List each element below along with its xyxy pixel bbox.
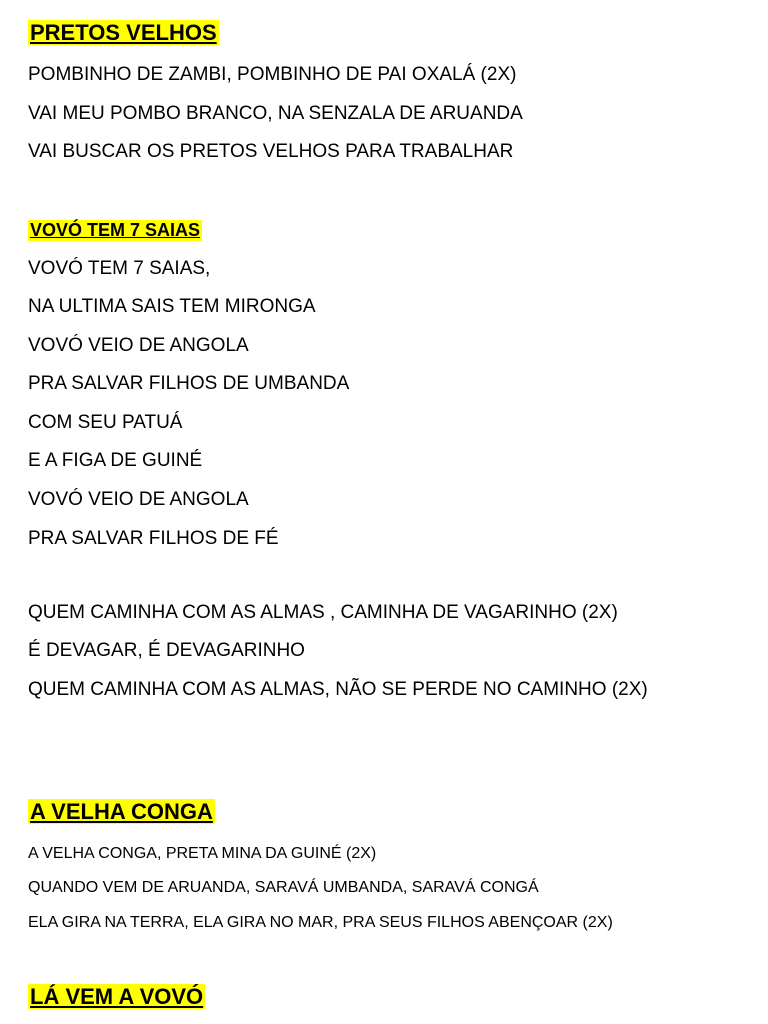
section-title-a-velha-conga: A VELHA CONGA [30,799,213,824]
lyric-line: ELA GIRA NA TERRA, ELA GIRA NO MAR, PRA SEUS FILHOS ABENÇOAR (2X) [28,914,613,931]
lyric-line: VAI MEU POMBO BRANCO, NA SENZALA DE ARUANDA [28,103,523,124]
lyric-line: NA ULTIMA SAIS TEM MIRONGA [28,296,316,317]
lyric-line: COM SEU PATUÁ [28,412,183,433]
lyric-line: QUEM CAMINHA COM AS ALMAS , CAMINHA DE VAGARINHO (2X) [28,602,618,623]
lyric-line: PRA SALVAR FILHOS DE UMBANDA [28,373,350,394]
section-title-la-vem-a-vovo: LÁ VEM A VOVÓ [30,984,204,1009]
section-title-vovo-tem-7-saias: VOVÓ TEM 7 SAIAS [30,220,201,240]
lyric-line: É DEVAGAR, É DEVAGARINHO [28,640,305,661]
lyric-line: VOVÓ VEIO DE ANGOLA [28,335,249,356]
lyric-line: A VELHA CONGA, PRETA MINA DA GUINÉ (2X) [28,845,377,862]
lyric-line: QUEM CAMINHA COM AS ALMAS, NÃO SE PERDE NO CAMINHO (2X) [28,679,648,700]
lyric-line: PRA SALVAR FILHOS DE FÉ [28,528,279,549]
lyric-line: VOVÓ VEIO DE ANGOLA [28,489,249,510]
lyric-line: VOVÓ TEM 7 SAIAS, [28,258,211,279]
lyric-line: POMBINHO DE ZAMBI, POMBINHO DE PAI OXALÁ (2X) [28,64,517,85]
lyric-line: E A FIGA DE GUINÉ [28,450,203,471]
lyric-line: QUANDO VEM DE ARUANDA, SARAVÁ UMBANDA, SARAVÁ CONGÁ [28,879,539,896]
section-title-pretos-velhos: PRETOS VELHOS [30,20,217,45]
lyric-line: VAI BUSCAR OS PRETOS VELHOS PARA TRABALHAR [28,141,514,162]
